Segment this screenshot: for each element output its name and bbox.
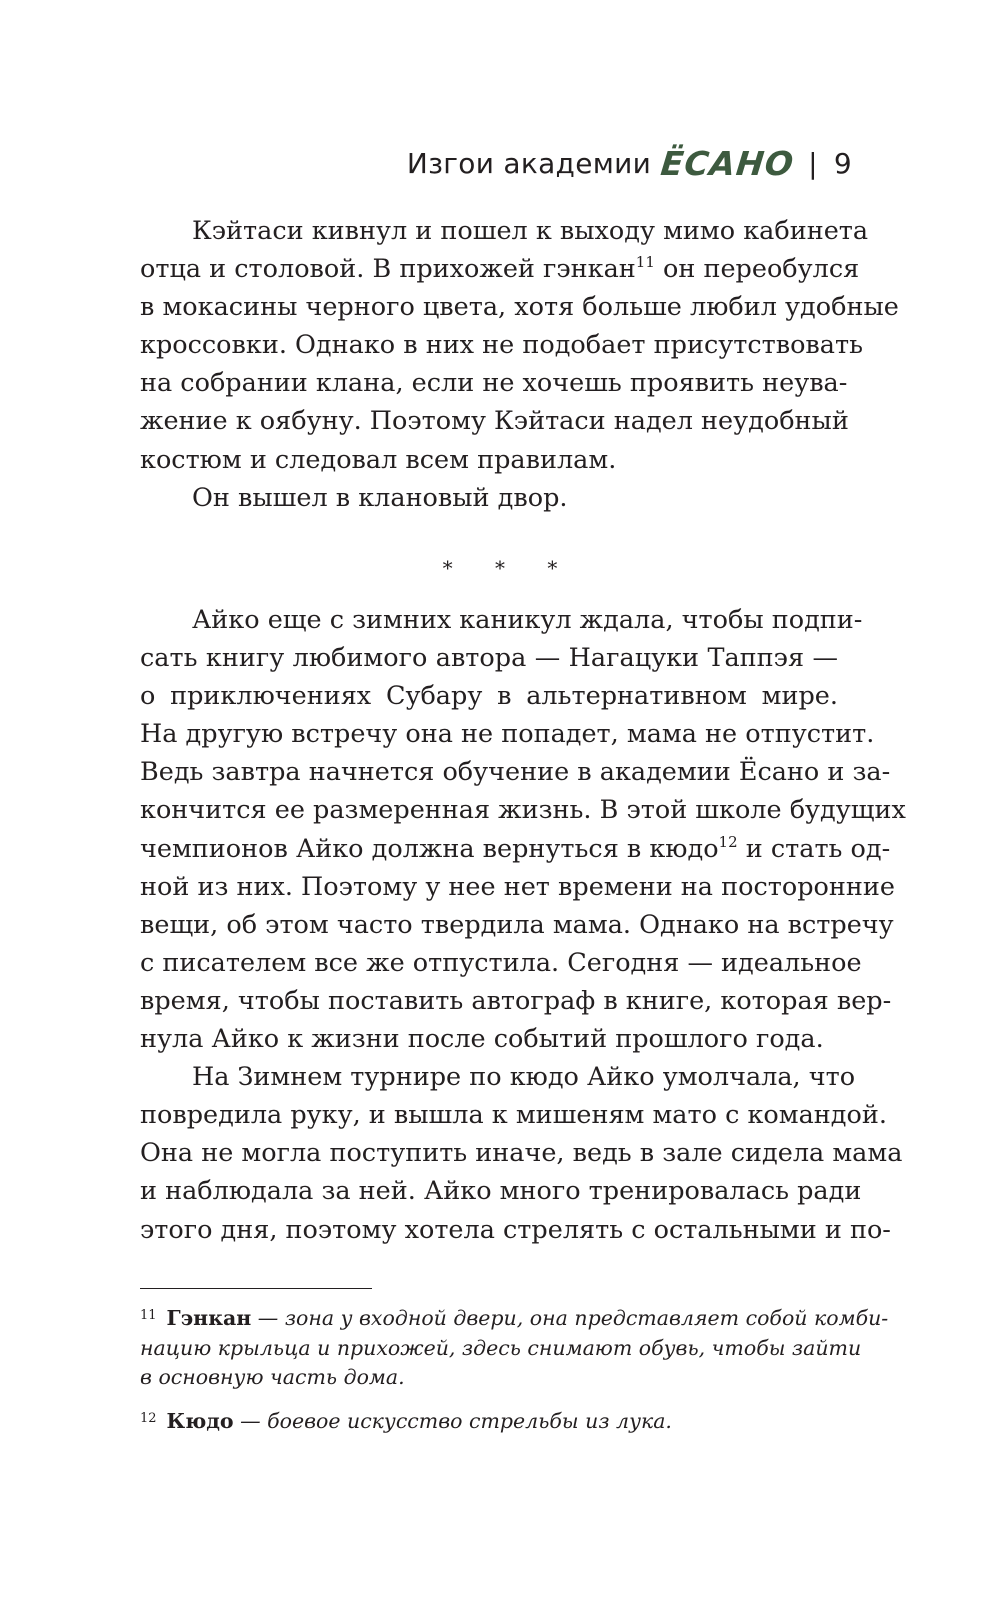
- text-line: вещи, об этом часто твердила мама. Однако на встречу: [140, 909, 894, 940]
- footnote-number: 12: [140, 1410, 157, 1426]
- text-line: в мокасины черного цвета, хотя больше любил удобные: [140, 292, 899, 323]
- text-line: На Зимнем турнире по кюдо Айко умолчала, что: [192, 1062, 856, 1093]
- body-text-section-2: [140, 601, 906, 1249]
- series-title: Изгои академии: [406, 146, 652, 180]
- running-header: [407, 138, 852, 188]
- text-fragment: он переобулся: [654, 254, 860, 285]
- text-line: Ведь завтра начнется обучение в академии Ёсано и за-: [140, 757, 891, 788]
- footnote-definition: — боевое искусство стрельбы из лука.: [233, 1408, 672, 1433]
- footnote-divider: [140, 1288, 372, 1289]
- page-number: 9: [833, 146, 852, 180]
- text-fragment: и стать од-: [737, 833, 891, 864]
- text-line: этого дня, поэтому хотела стрелять с остальными и по-: [140, 1214, 891, 1245]
- text-line: [140, 250, 860, 288]
- text-line: кончится ее размеренная жизнь. В этой школе будущих: [140, 795, 906, 826]
- footnote-line: [140, 1304, 889, 1334]
- text-line: на собрании клана, если не хочешь проявить неува-: [140, 368, 848, 399]
- text-line: жение к оябуну. Поэтому Кэйтаси надел неудобный: [140, 406, 849, 437]
- text-line: время, чтобы поставить автограф в книге, которая вер-: [140, 985, 892, 1016]
- text-fragment: чемпионов Айко должна вернуться в кюдо: [140, 833, 719, 864]
- text-line: На другую встречу она не попадет, мама не отпустит.: [140, 719, 875, 750]
- text-line: нула Айко к жизни после событий прошлого года.: [140, 1024, 824, 1055]
- text-line: повредила руку, и вышла к мишеням мато с командой.: [140, 1100, 887, 1131]
- footnote: [140, 1407, 838, 1437]
- text-line: Кэйтаси кивнул и пошел к выходу мимо кабинета: [192, 216, 869, 246]
- footnote-definition: в основную часть дома.: [140, 1365, 405, 1389]
- footnote-definition: — зона у входной двери, она представляет собой комби-: [251, 1306, 889, 1330]
- footnote-ref: 12: [718, 832, 738, 851]
- text-line: и наблюдала за ней. Айко много тренировалась ради: [140, 1176, 862, 1207]
- series-logo: ЁСАНО: [659, 143, 797, 183]
- footnote-line: [140, 1334, 862, 1364]
- footnotes: [140, 1304, 889, 1450]
- footnote: [140, 1304, 889, 1393]
- text-line: ной из них. Поэтому у нее нет времени на посторонние: [140, 871, 895, 902]
- section-break: * * *: [442, 556, 576, 580]
- text-line: Он вышел в клановый двор.: [192, 482, 568, 513]
- footnote-definition: нацию крыльца и прихожей, здесь снимают обувь, чтобы зайти: [140, 1335, 862, 1360]
- text-line: кроссовки. Однако в них не подобает присутствовать: [140, 330, 863, 361]
- header-separator: |: [808, 146, 818, 180]
- body-text-section-1: [140, 212, 899, 517]
- text-line: Она не могла поступить иначе, ведь в зале сидела мама: [140, 1138, 903, 1169]
- text-line: [140, 830, 891, 868]
- text-line: сать книгу любимого автора — Нагацуки Таппэя —: [140, 643, 838, 674]
- footnote-ref: 11: [635, 253, 655, 272]
- footnote-term: Кюдо: [166, 1408, 234, 1433]
- footnote-term: Гэнкан: [166, 1306, 252, 1330]
- text-line: Айко еще с зимних каникул ждала, чтобы подпи-: [192, 605, 863, 635]
- text-line: с писателем все же отпустила. Сегодня — идеальное: [140, 947, 862, 978]
- footnote-line: [140, 1363, 838, 1393]
- text-line: костюм и следовал всем правилам.: [140, 444, 617, 475]
- footnote-number: 11: [140, 1308, 157, 1323]
- footnote-line: [140, 1407, 838, 1437]
- text-fragment: отца и столовой. В прихожей гэнкан: [140, 254, 636, 285]
- text-line: о приключениях Субару в альтернативном мире.: [140, 681, 838, 712]
